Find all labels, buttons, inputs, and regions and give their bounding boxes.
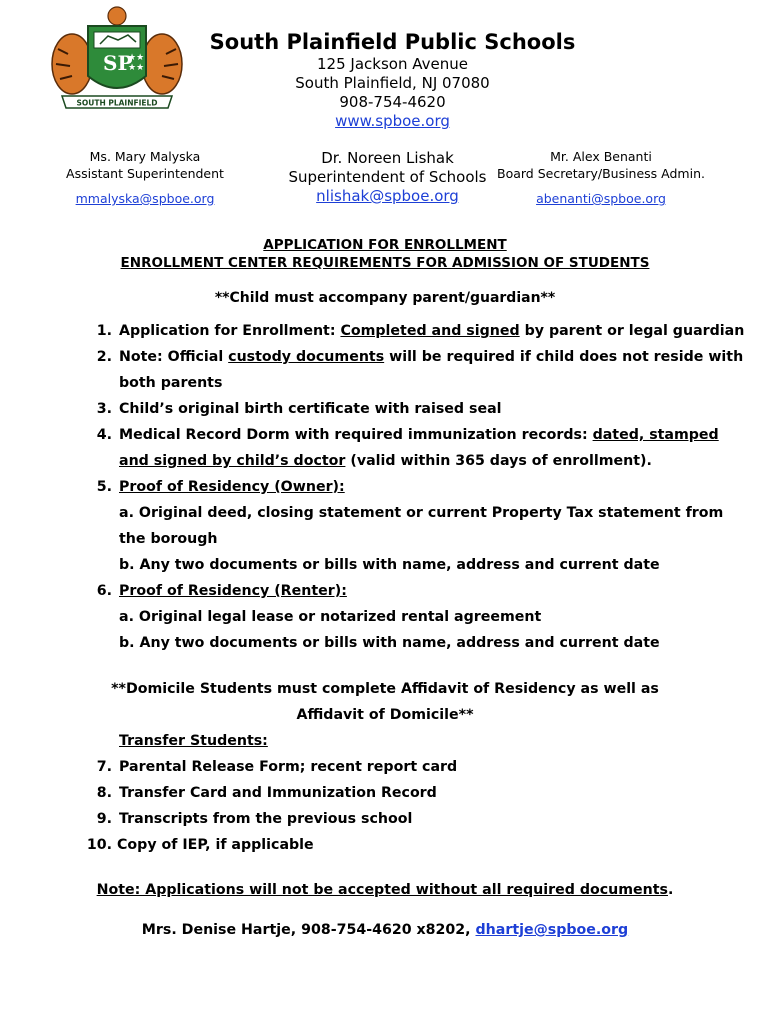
staff-left-name: Ms. Mary Malyska — [89, 149, 201, 164]
list-item-5a: a. Original deed, closing statement or current Property Tax statement from — [119, 505, 724, 521]
accompany-note: **Child must accompany parent/guardian** — [214, 290, 556, 306]
svg-text:★★: ★★ — [128, 53, 145, 63]
domicile-note-line1: **Domicile Students must complete Affidavit of Residency as well as — [111, 681, 659, 697]
staff-left-email[interactable]: mmalyska@spboe.org — [75, 191, 215, 206]
school-logo — [48, 4, 186, 116]
staff-right-title: Board Secretary/Business Admin. — [497, 166, 705, 181]
address-street: 125 Jackson Avenue — [317, 55, 468, 73]
staff-center-name: Dr. Noreen Lishak — [321, 149, 454, 167]
document-title: APPLICATION FOR ENROLLMENT — [263, 237, 507, 253]
document-subtitle: ENROLLMENT CENTER REQUIREMENTS FOR ADMISSION OF STUDENTS — [120, 255, 650, 271]
staff-left — [50, 148, 240, 207]
svg-text:★★: ★★ — [128, 63, 145, 73]
list-item-2-cont: both parents — [119, 375, 223, 391]
staff-right-name: Mr. Alex Benanti — [550, 149, 652, 164]
list-item-4-cont: and signed by child’s doctor (valid within 365 days of enrollment). — [119, 453, 652, 469]
school-name: South Plainfield Public Schools — [209, 30, 576, 54]
staff-center — [265, 149, 510, 206]
staff-left-title: Assistant Superintendent — [66, 166, 224, 181]
staff-center-email[interactable]: nlishak@spboe.org — [316, 187, 459, 205]
domicile-note-line2: Affidavit of Domicile** — [296, 707, 474, 723]
list-item-5a-cont: the borough — [119, 531, 218, 547]
transfer-heading: Transfer Students: — [119, 733, 268, 749]
final-note: Note: Applications will not be accepted without all required documents. — [96, 882, 674, 898]
logo-monogram: SP — [103, 51, 133, 75]
address-city: South Plainfield, NJ 07080 — [295, 74, 490, 92]
list-item-6a: a. Original legal lease or notarized rental agreement — [119, 609, 542, 625]
contact-line: Mrs. Denise Hartje, 908-754-4620 x8202, dhartje@spboe.org — [141, 922, 629, 938]
logo-banner-text: SOUTH PLAINFIELD — [76, 98, 158, 108]
list-item-5b: b. Any two documents or bills with name, address and current date — [119, 557, 660, 573]
list-item-6b: b. Any two documents or bills with name, address and current date — [119, 635, 660, 651]
contact-email-link[interactable]: dhartje@spboe.org — [475, 922, 629, 938]
phone-number: 908-754-4620 — [339, 93, 446, 111]
website-link[interactable]: www.spboe.org — [335, 112, 450, 130]
staff-right-email[interactable]: abenanti@spboe.org — [536, 191, 666, 206]
staff-right — [490, 148, 712, 207]
staff-center-title: Superintendent of Schools — [288, 168, 487, 186]
